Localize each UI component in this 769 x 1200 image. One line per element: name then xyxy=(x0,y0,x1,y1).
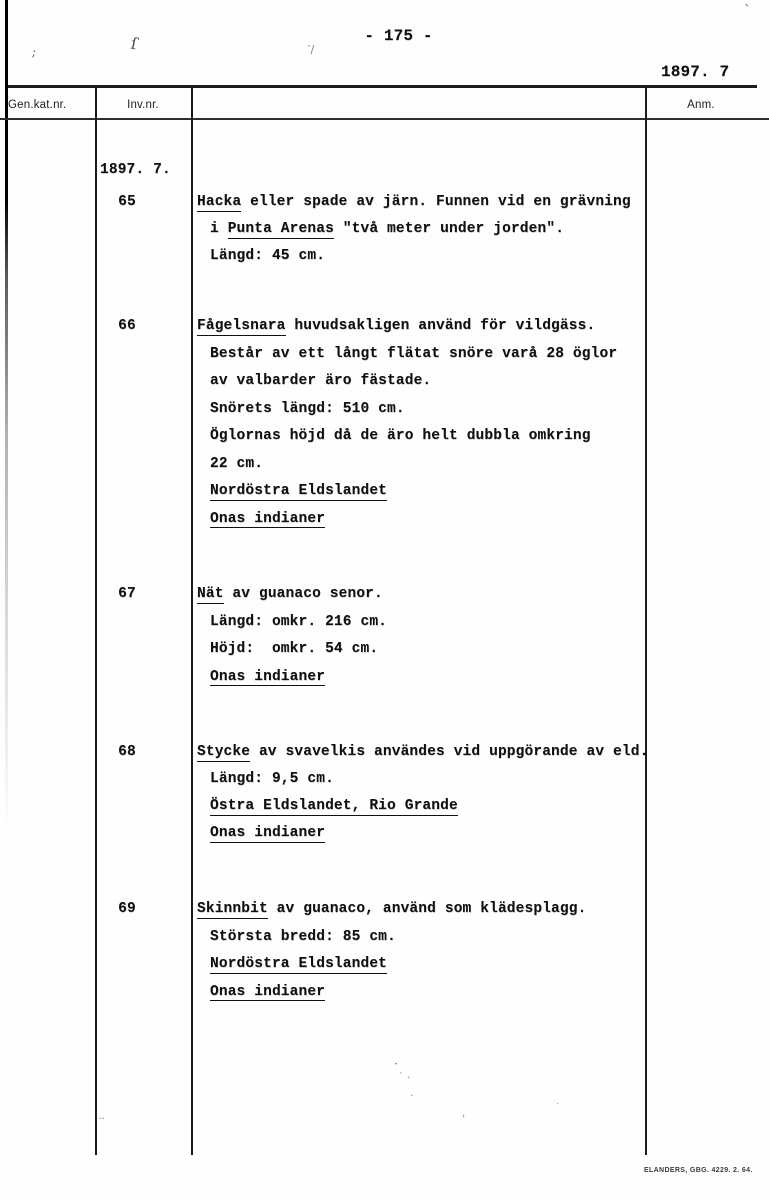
column-header-anm: Anm. xyxy=(687,99,715,111)
entry-line xyxy=(197,396,759,424)
entry-line xyxy=(197,896,759,924)
entry-line xyxy=(197,451,759,479)
scan-noise-mark: · xyxy=(394,1057,399,1072)
text-segment: i xyxy=(210,221,228,237)
table-header-separator xyxy=(0,118,769,120)
page-number: - 175 - xyxy=(364,27,433,45)
underlined-term: Onas indianer xyxy=(210,983,326,1000)
underlined-term: Nordöstra Eldslandet xyxy=(210,483,388,499)
scan-noise-mark: ` xyxy=(744,3,751,19)
entry-line xyxy=(197,313,759,341)
entry-text xyxy=(197,313,759,533)
text-segment: av guanaco senor. xyxy=(223,586,383,602)
inv-nr-cell: 68 xyxy=(118,744,136,760)
entry-text xyxy=(197,581,759,691)
entry-text xyxy=(197,896,759,1006)
underlined-term: Fågelsnara xyxy=(197,318,286,334)
entry-line xyxy=(197,793,759,820)
underlined-term: Nät xyxy=(197,586,224,602)
text-segment: Består av ett långt flätat snöre varå 28 öglor xyxy=(210,345,618,362)
text-segment: Snörets längd: 510 cm. xyxy=(210,400,405,417)
entry-line xyxy=(197,243,759,270)
text-segment: Längd: 45 cm. xyxy=(210,248,326,264)
table-row xyxy=(0,313,769,533)
column-header-gen-kat-nr: Gen.kat.nr. xyxy=(8,99,67,111)
text-segment: "två meter under jorden". xyxy=(333,221,565,237)
underlined-term: Onas indianer xyxy=(210,668,326,685)
underlined-term: Punta Arenas xyxy=(227,221,334,237)
scan-noise-mark: ˙ · xyxy=(398,1071,411,1084)
scan-noise-mark: ; xyxy=(30,44,38,61)
scan-noise-mark: ˈ xyxy=(462,1113,466,1127)
entry-line xyxy=(197,478,759,506)
text-segment: Öglornas höjd då de äro helt dubbla omkring xyxy=(210,428,591,444)
table-row xyxy=(0,189,769,270)
text-segment: av guanaco, använd som klädesplagg. xyxy=(267,901,587,917)
entry-line xyxy=(197,979,759,1007)
inv-nr-cell: 67 xyxy=(118,586,136,602)
entry-line xyxy=(197,664,759,692)
underlined-term: Nordöstra Eldslandet xyxy=(210,956,388,972)
underlined-term: Östra Eldslandet, Rio Grande xyxy=(210,798,458,814)
table-row xyxy=(0,896,769,1006)
printer-imprint: ELANDERS, GBG. 4229. 2. 64. xyxy=(644,1167,753,1174)
inv-nr-cell: 65 xyxy=(118,194,136,210)
text-segment: huvudsakligen använd för vildgäss. xyxy=(285,318,596,334)
entry-line xyxy=(197,368,759,396)
entry-line xyxy=(197,506,759,534)
entry-line xyxy=(197,423,759,451)
entry-line xyxy=(197,739,759,766)
text-segment: av valbarder äro fästade. xyxy=(210,373,432,389)
underlined-term: Hacka xyxy=(197,194,242,210)
scan-noise-mark: · xyxy=(410,1089,414,1102)
entry-text xyxy=(197,189,759,270)
entry-line xyxy=(197,766,759,793)
inv-nr-cell: 66 xyxy=(118,318,136,334)
entry-line xyxy=(197,609,759,637)
underlined-term: Onas indianer xyxy=(210,510,326,527)
inv-nr-cell: 69 xyxy=(118,901,136,917)
entry-line xyxy=(197,951,759,979)
table-row xyxy=(0,581,769,691)
entry-line xyxy=(197,820,759,847)
scan-noise-mark: ′/ xyxy=(308,43,315,56)
scan-noise-mark: … xyxy=(95,1111,105,1122)
text-segment: Största bredd: 85 cm. xyxy=(210,928,396,945)
underlined-term: Skinnbit xyxy=(197,901,268,917)
scan-noise-mark: · xyxy=(556,1099,560,1110)
entry-line xyxy=(197,341,759,369)
column-header-inv-nr: Inv.nr. xyxy=(127,99,159,111)
text-segment: Höjd: omkr. 54 cm. xyxy=(210,641,379,657)
underlined-term: Onas indianer xyxy=(210,825,326,841)
entry-text xyxy=(197,739,759,847)
entry-line xyxy=(197,581,759,609)
text-segment: eller spade av järn. Funnen vid en grävning xyxy=(241,194,631,210)
catalog-year-ref: 1897. 7 xyxy=(661,63,730,81)
entry-line xyxy=(197,636,759,664)
entry-line xyxy=(197,189,759,216)
text-segment: 22 cm. xyxy=(210,455,264,472)
text-segment: Längd: 9,5 cm. xyxy=(210,771,334,787)
text-segment: av svavelkis användes vid uppgörande av eld. xyxy=(250,744,649,760)
scan-noise-mark: ſ xyxy=(129,33,139,54)
entry-line xyxy=(197,924,759,952)
catalog-group-label: 1897. 7. xyxy=(100,162,171,178)
entry-line xyxy=(197,216,759,243)
text-segment: Längd: omkr. 216 cm. xyxy=(210,613,388,630)
underlined-term: Stycke xyxy=(197,744,251,760)
table-row xyxy=(0,739,769,847)
